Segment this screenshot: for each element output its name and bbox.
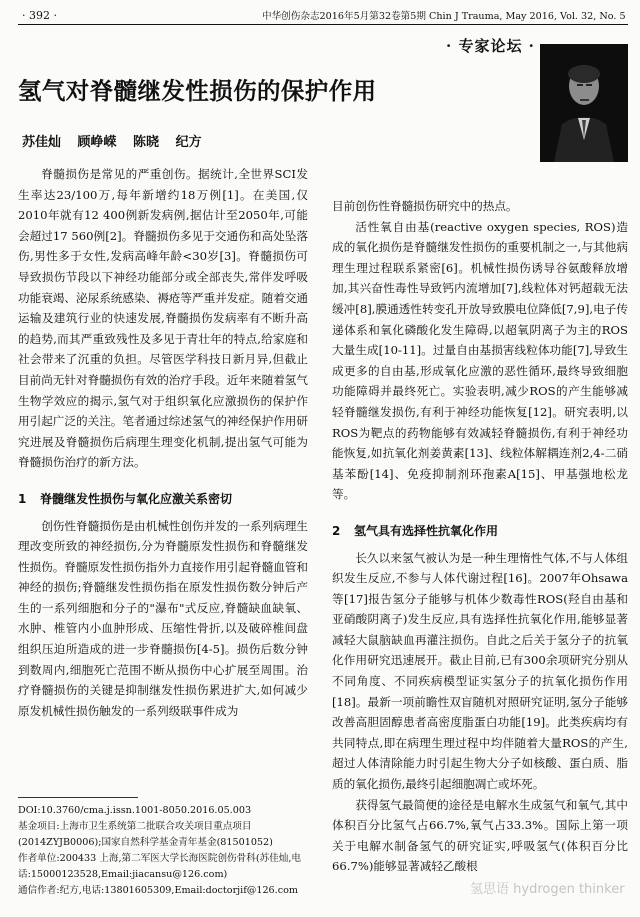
journal-header: 中华创伤杂志2016年5月第32卷第5期 Chin J Trauma, May 2016, Vol. 32, No. 5 [262, 11, 626, 22]
ros-paragraph: 活性氧自由基(reactive oxygen species, ROS)造成的氧化损伤是脊髓继发性损伤的重要机制之一,与其他病理生理过程联系紧密[6]。机械性损伤诱导谷氨酸释放增加,其兴奋性毒性导致钙内流增加[7],线粒体对钙超载无法缓冲[8],膜通透性转变孔开放导致膜电位降低[7,9],电子传递体系和氧化磷酸化发生障碍,以超氧阴离子为主的ROS大量生成[10-11]。过量自由基损害线粒体功能[7],导致生成更多的自由基,形成氧化应激的恶性循环,最终导致细胞功能障碍并最终死亡。实验表明,减少ROS的产生能够减轻脊髓继发损伤,有利于神经功能恢复[12]。研究表明,以ROS为靶点的药物能够有效减轻脊髓损伤,有利于神经功能恢复,如抗氧化剂姜黄素[13]、线粒体解耦连剂2,4-二硝基苯酚[14]、免疫抑制剂环孢素A[15]、甲基强地松龙等。 [332, 219, 628, 502]
header-rule [18, 24, 628, 25]
author-portrait [540, 44, 628, 162]
footnote-affiliation: 作者单位:200433 上海,第二军医大学长海医院创伤骨科(苏佳灿,电话:15000123528,Email:jiacansu@126.com) [18, 853, 301, 880]
section-title: 脊髓继发性损伤与氧化应激关系密切 [40, 491, 233, 506]
author-list: 苏佳灿 顾峥嵘 陈晓 纪方 [22, 135, 202, 150]
section-number: 1 [18, 491, 27, 506]
section-1-paragraph: 创伤性脊髓损伤是由机械性创伤并发的一系列病理生理改变所致的神经损伤,分为脊髓原发性损伤和脊髓继发性损伤。脊髓原发性损伤指外力直接作用引起脊髓血管和神经的损伤;脊髓继发性损伤指在原发性损伤数分钟后产生的一系列细胞和分子的"瀑布"式反应,脊髓缺血缺氧、水肿、椎管内小血肿形成、压缩性骨折,以及破碎椎间盘组织压迫所造成的进一步脊髓损伤[4-5]。损伤后数分钟到数周内,细胞死亡范围不断从损伤中心扩展至周围。治疗脊髓损伤的关键是抑制继发性损伤累进扩大,如何减少原发机械性损伤触发的一系列级联事件成为 [18, 518, 308, 718]
section-title: 氢气具有选择性抗氧化作用 [354, 523, 499, 538]
footnote-doi: DOI:10.3760/cma.j.issn.1001-8050.2016.05.003 [18, 805, 252, 816]
footnote-rule [18, 797, 138, 798]
column-label: · 专家论坛 · [446, 37, 535, 55]
section-number: 2 [332, 523, 341, 538]
section-heading-2 [332, 521, 628, 542]
section-2-paragraph: 获得氢气最简便的途径是电解水生成氢气和氧气,其中体积百分比氢气占66.7%,氧气占33.3%。国际上第一项关于电解水制备氢气的研究证实,呼吸氢气(体积百分比66.7%)能够显著减轻乙酸根 [332, 797, 628, 874]
footnote-funding: 基金项目:上海市卫生系统第二批联合攻关项目重点项目(2014ZYJB0006);国家自然科学基金青年基金(81501052) [18, 821, 273, 848]
section-heading-1 [18, 489, 308, 510]
right-column [332, 196, 628, 877]
section-2-paragraph: 长久以来氢气被认为是一种生理惰性气体,不与人体组织发生反应,不参与人体代谢过程[16]。2007年Ohsawa等[17]报告氢分子能够与机体少数毒性ROS(羟自由基和亚硝酸阴离子)发生反应,具有选择性抗氧化作用,能够显著减轻大鼠脑缺血再灌注损伤。自此之后关于氢分子的抗氧化作用研究迅速展开。截止目前,已有300余项研究分别从不同角度、不同疾病模型证实氢分子的抗氧化损伤作用[18]。最新一项前瞻性双盲随机对照研究证明,氢分子能够改善高胆固醇患者高密度脂蛋白功能[19]。此类疾病均有共同特点,即在病理生理过程中均伴随着大量ROS的产生,超过人体清除能力时引起生物大分子如核酸、蛋白质、脂质的氧化损伤,最终引起细胞凋亡或坏死。 [332, 550, 628, 792]
footnotes [18, 803, 318, 899]
intro-paragraph: 脊髓损伤是常见的严重创伤。据统计,全世界SCI发生率达23/100万,每年新增约18万例[1]。在美国,仅2010年就有12 400例新发病例,据估计至2050年,可能会超过17 560例[2]。脊髓损伤多见于交通伤和高处坠落伤,男性多于女性,发病高峰年龄<30岁[3]。脊髓损伤可导致损伤节段以下神经功能部分或全部丧失,常伴发呼吸功能衰竭、泌尿系统感染、褥疮等严重并发症。随着交通运输及建筑行业的快速发展,脊髓损伤发病率有不断升高的趋势,而其严重致残性及多见于青壮年的特点,给家庭和社会带来了沉重的负担。尽管医学科技日新月异,但截止目前尚无针对脊髓损伤有效的治疗手段。近年来随着氢气生物学效应的揭示,氢气对于组织氧化应激损伤的保护作用引起广泛的关注。笔者通过综述氢气的神经保护作用研究进展及脊髓损伤后病理生理变化机制,提出氢气可能为脊髓损伤治疗的新方法。 [18, 167, 308, 470]
article-title: 氢气对脊髓继发性损伤的保护作用 [18, 77, 377, 105]
page-number: · 392 · [22, 9, 57, 22]
watermark: 氢思语 hydrogen thinker [470, 882, 625, 897]
footnote-correspondence: 通信作者:纪方,电话:13801605309,Email:doctorjif@126.com [18, 885, 298, 896]
left-column [18, 164, 308, 721]
continuation-paragraph: 目前创伤性脊髓损伤研究中的热点。 [332, 199, 518, 213]
portrait-image [540, 44, 628, 162]
